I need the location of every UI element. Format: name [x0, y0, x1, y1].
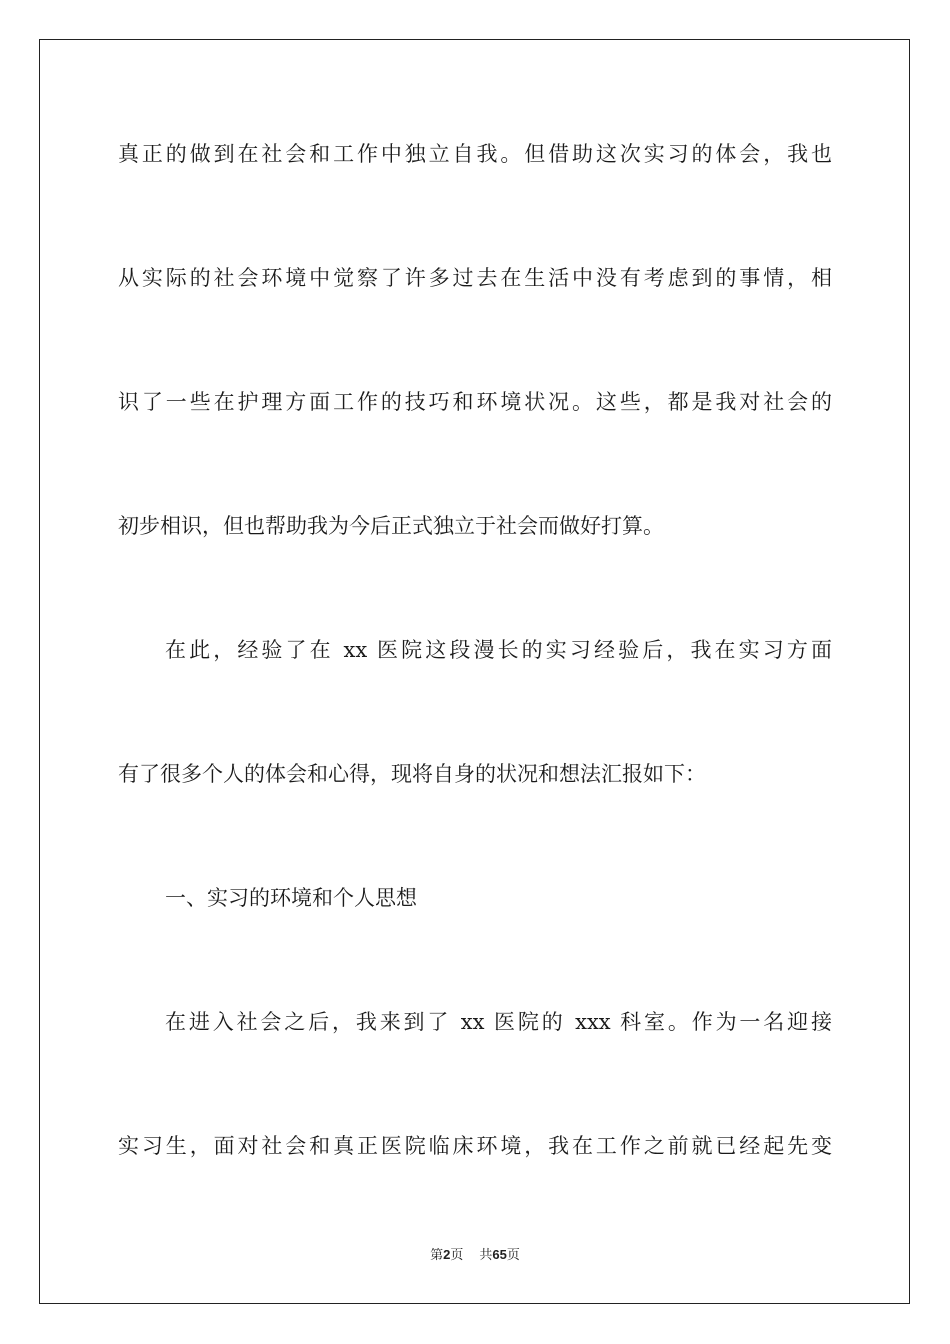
page-border [39, 39, 910, 1304]
section-heading: 一、实习的环境和个人思想 [165, 886, 417, 910]
total-prefix: 共 [479, 1248, 493, 1263]
paragraph-line-1: 真正的做到在社会和工作中独立自我。但借助这次实习的体会，我也 [118, 142, 832, 166]
total-pages: 65 [492, 1247, 507, 1262]
paragraph-line-5: 在此，经验了在 xx 医院这段漫长的实习经验后，我在实习方面 [165, 638, 832, 662]
page-footer [0, 1246, 950, 1265]
paragraph-line-2: 从实际的社会环境中觉察了许多过去在生活中没有考虑到的事情，相 [118, 266, 832, 290]
paragraph-line-9: 实习生，面对社会和真正医院临床环境，我在工作之前就已经起先变 [118, 1134, 832, 1158]
paragraph-line-3: 识了一些在护理方面工作的技巧和环境状况。这些，都是我对社会的 [118, 390, 832, 414]
total-suffix: 页 [506, 1248, 520, 1263]
paragraph-line-4: 初步相识，但也帮助我为今后正式独立于社会而做好打算。 [118, 514, 664, 538]
paragraph-line-8: 在进入社会之后，我来到了 xx 医院的 xxx 科室。作为一名迎接 [165, 1010, 832, 1034]
paragraph-line-6: 有了很多个人的体会和心得，现将自身的状况和想法汇报如下： [118, 762, 706, 786]
page-number: 2 [443, 1247, 451, 1262]
page-prefix: 第 [430, 1248, 444, 1263]
page-suffix: 页 [450, 1248, 464, 1263]
